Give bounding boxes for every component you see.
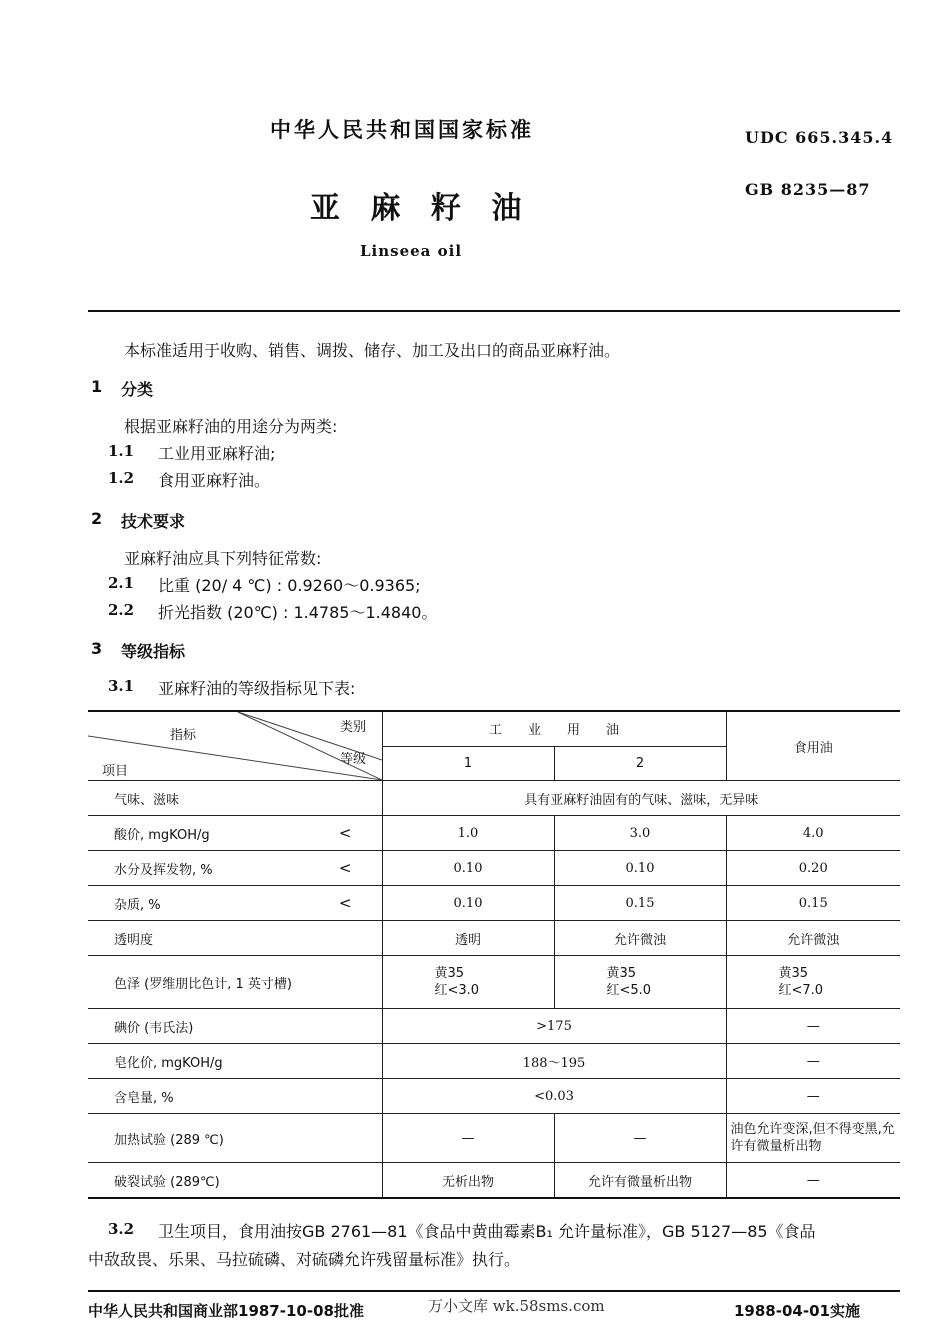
- section-2-2-number: 2.2: [108, 601, 135, 619]
- table-header-grade: 等级: [340, 752, 367, 767]
- table-header-diagonal-cell: [88, 711, 382, 781]
- grade-1-value: 无析出物: [382, 1163, 554, 1199]
- row-label: 气味、滋味: [88, 781, 382, 816]
- table-row: [88, 1009, 900, 1044]
- section-2-text: 亚麻籽油应具下列特征常数:: [124, 549, 322, 568]
- industrial-value: >175: [382, 1009, 726, 1044]
- table-row: [88, 1079, 900, 1114]
- section-1-heading: 分类: [121, 380, 154, 399]
- edible-color-cell: [726, 956, 900, 1009]
- standard-org-title: 中华人民共和国国家标准: [270, 118, 534, 142]
- footer-divider: [88, 1290, 900, 1292]
- grade-1-value: 0.10: [382, 886, 554, 921]
- row-label: 皂化价, mgKOH/g: [88, 1044, 382, 1079]
- table-header-edible: 食用油: [726, 711, 900, 781]
- grade-1-red: 红<3.0: [434, 983, 480, 998]
- section-2-1-number: 2.1: [108, 574, 135, 592]
- implementation-date: 1988-04-01实施: [734, 1302, 860, 1320]
- row-label: 加热试验 (289 ℃): [88, 1114, 382, 1163]
- table-row: [88, 1163, 900, 1199]
- section-3-2-number: 3.2: [108, 1220, 135, 1238]
- diagonal-lines-icon: [88, 712, 382, 780]
- table-row: [88, 886, 900, 921]
- table-row: [88, 956, 900, 1009]
- row-label: 水分及挥发物, %: [114, 862, 213, 878]
- grade-1-value: 0.10: [382, 851, 554, 886]
- table-header-category: 类别: [340, 720, 367, 735]
- table-header-grade-2: 2: [554, 746, 726, 781]
- grade-1-value: 1.0: [382, 816, 554, 851]
- less-than-sign: <: [338, 823, 352, 842]
- grade-1-color-cell: [382, 956, 554, 1009]
- row-label: 色泽 (罗维朋比色计, 1 英寸槽): [88, 956, 382, 1009]
- less-than-sign: <: [338, 893, 352, 912]
- grade-2-value: 0.15: [554, 886, 726, 921]
- section-3-2-line-2: 中敌敌畏、乐果、马拉硫磷、对硫磷允许残留量标准》执行。: [88, 1250, 521, 1269]
- document-title: 亚 麻 籽 油: [310, 191, 532, 226]
- row-value: 具有亚麻籽油固有的气味、滋味，无异味: [382, 781, 900, 816]
- table-header-industrial: 工 业 用 油: [382, 711, 726, 746]
- header-divider: [88, 310, 900, 312]
- section-1-2-number: 1.2: [108, 469, 135, 487]
- table-header-indicator: 指标: [170, 728, 197, 743]
- udc-code: UDC 665.345.4: [745, 128, 894, 147]
- grade-2-red: 红<5.0: [606, 983, 652, 998]
- grade-2-value: 3.0: [554, 816, 726, 851]
- grade-2-value: 允许微浊: [554, 921, 726, 956]
- section-3-2-line-1: 卫生项目，食用油按GB 2761—81《食品中黄曲霉素B₁ 允许量标准》，GB 5127—85《食品: [158, 1222, 816, 1241]
- section-3-1-text: 亚麻籽油的等级指标见下表:: [158, 679, 356, 698]
- grade-2-value: —: [554, 1114, 726, 1163]
- less-than-sign: <: [338, 858, 352, 877]
- edible-yellow: 黄35: [778, 966, 809, 981]
- grade-2-yellow: 黄35: [606, 966, 637, 981]
- grade-2-color-cell: [554, 956, 726, 1009]
- section-1-2-text: 食用亚麻籽油。: [158, 471, 271, 490]
- table-row: [88, 851, 900, 886]
- industrial-value: <0.03: [382, 1079, 726, 1114]
- grade-2-value: 允许有微量析出物: [554, 1163, 726, 1199]
- section-3-heading: 等级指标: [121, 642, 186, 661]
- section-3-1-number: 3.1: [108, 677, 135, 695]
- table-row: [88, 781, 900, 816]
- watermark-text: 万小文库 wk.58sms.com: [428, 1297, 605, 1315]
- edible-value: —: [726, 1163, 900, 1199]
- table-header-item: 项目: [102, 764, 129, 779]
- grade-table: [88, 710, 900, 1199]
- edible-value: —: [726, 1009, 900, 1044]
- table-row: [88, 1114, 900, 1163]
- intro-text: 本标准适用于收购、销售、调拨、储存、加工及出口的商品亚麻籽油。: [124, 341, 621, 360]
- edible-value: 0.15: [726, 886, 900, 921]
- gb-code: GB 8235—87: [745, 180, 871, 199]
- section-2-heading: 技术要求: [121, 512, 186, 531]
- row-label: 酸价, mgKOH/g: [114, 827, 210, 843]
- grade-2-value: 0.10: [554, 851, 726, 886]
- section-2-2-text: 折光指数 (20℃) : 1.4785～1.4840。: [158, 603, 438, 622]
- industrial-value: 188～195: [382, 1044, 726, 1079]
- section-2-1-text: 比重 (20/ 4 ℃) : 0.9260～0.9365;: [158, 576, 421, 595]
- row-label: 含皂量, %: [88, 1079, 382, 1114]
- table-row: [88, 816, 900, 851]
- edible-value: 油色允许变深,但不得变黑,允许有微量析出物: [726, 1114, 900, 1163]
- section-1-number: 1: [91, 377, 103, 396]
- section-1-1-number: 1.1: [108, 442, 135, 460]
- edible-value: 4.0: [726, 816, 900, 851]
- approval-note: 中华人民共和国商业部1987-10-08批准: [88, 1302, 364, 1320]
- section-3-number: 3: [91, 639, 103, 658]
- edible-value: 允许微浊: [726, 921, 900, 956]
- edible-red: 红<7.0: [778, 983, 824, 998]
- document-subtitle: Linseea oil: [360, 242, 463, 260]
- edible-value: —: [726, 1079, 900, 1114]
- grade-1-yellow: 黄35: [434, 966, 465, 981]
- table-header-grade-1: 1: [382, 746, 554, 781]
- section-2-number: 2: [91, 509, 103, 528]
- grade-1-value: 透明: [382, 921, 554, 956]
- row-label: 杂质, %: [114, 897, 161, 913]
- edible-value: —: [726, 1044, 900, 1079]
- row-label: 破裂试验 (289℃): [88, 1163, 382, 1199]
- section-1-1-text: 工业用亚麻籽油;: [158, 444, 276, 463]
- table-row: [88, 1044, 900, 1079]
- grade-1-value: —: [382, 1114, 554, 1163]
- row-label: 碘价 (韦氏法): [88, 1009, 382, 1044]
- section-1-text: 根据亚麻籽油的用途分为两类:: [124, 417, 338, 436]
- edible-value: 0.20: [726, 851, 900, 886]
- table-row: [88, 921, 900, 956]
- row-label: 透明度: [88, 921, 382, 956]
